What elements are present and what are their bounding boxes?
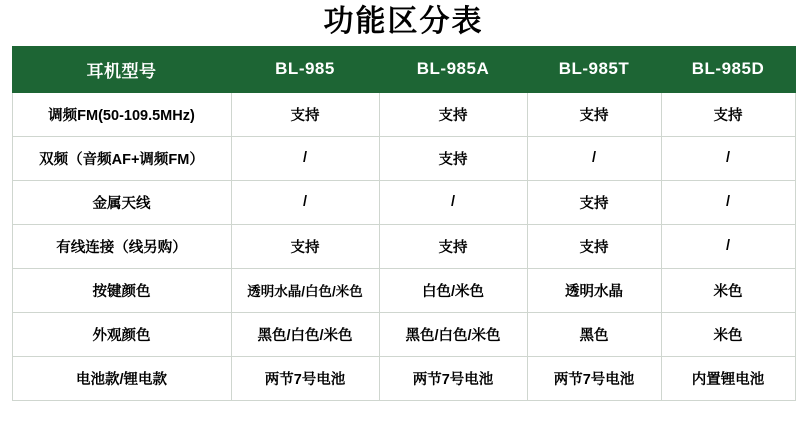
column-header-bl-985t: BL-985T [527,46,661,92]
cell-battery-bl-985t: 两节7号电池 [527,356,661,400]
cell-appearance-color-bl-985a: 黑色/白色/米色 [379,312,527,356]
column-header-bl-985d: BL-985D [661,46,795,92]
cell-dual-band-bl-985d: / [661,136,795,180]
cell-button-color-bl-985a: 白色/米色 [379,268,527,312]
row-label-wired: 有线连接（线另购） [12,224,231,268]
row-label-battery: 电池款/锂电款 [12,356,231,400]
row-label-appearance-color: 外观颜色 [12,312,231,356]
cell-appearance-color-bl-985: 黑色/白色/米色 [231,312,379,356]
cell-button-color-bl-985d: 米色 [661,268,795,312]
cell-wired-bl-985d: / [661,224,795,268]
cell-fm-bl-985a: 支持 [379,92,527,136]
cell-fm-bl-985d: 支持 [661,92,795,136]
cell-wired-bl-985a: 支持 [379,224,527,268]
row-label-metal-antenna: 金属天线 [12,180,231,224]
cell-metal-antenna-bl-985d: / [661,180,795,224]
table-row [12,92,795,136]
table-row [12,268,795,312]
table-row [12,180,795,224]
cell-appearance-color-bl-985t: 黑色 [527,312,661,356]
row-label-fm: 调频FM(50-109.5MHz) [12,92,231,136]
cell-button-color-bl-985t: 透明水晶 [527,268,661,312]
row-label-dual-band: 双频（音频AF+调频FM） [12,136,231,180]
cell-wired-bl-985: 支持 [231,224,379,268]
cell-metal-antenna-bl-985a: / [379,180,527,224]
cell-battery-bl-985a: 两节7号电池 [379,356,527,400]
table-row [12,356,795,400]
column-header-bl-985: BL-985 [231,46,379,92]
row-label-button-color: 按键颜色 [12,268,231,312]
table-row [12,312,795,356]
cell-dual-band-bl-985: / [231,136,379,180]
table-row [12,136,795,180]
page-title: 功能区分表 [323,5,484,38]
column-header-bl-985a: BL-985A [379,46,527,92]
cell-fm-bl-985t: 支持 [527,92,661,136]
cell-dual-band-bl-985a: 支持 [379,136,527,180]
table-header-row [12,46,795,92]
cell-fm-bl-985: 支持 [231,92,379,136]
table-row [12,224,795,268]
cell-metal-antenna-bl-985t: 支持 [527,180,661,224]
feature-comparison-table [12,46,796,401]
cell-battery-bl-985: 两节7号电池 [231,356,379,400]
cell-button-color-bl-985: 透明水晶/白色/米色 [231,268,379,312]
cell-wired-bl-985t: 支持 [527,224,661,268]
column-header-model: 耳机型号 [12,46,231,92]
cell-metal-antenna-bl-985: / [231,180,379,224]
cell-appearance-color-bl-985d: 米色 [661,312,795,356]
cell-battery-bl-985d: 内置锂电池 [661,356,795,400]
cell-dual-band-bl-985t: / [527,136,661,180]
